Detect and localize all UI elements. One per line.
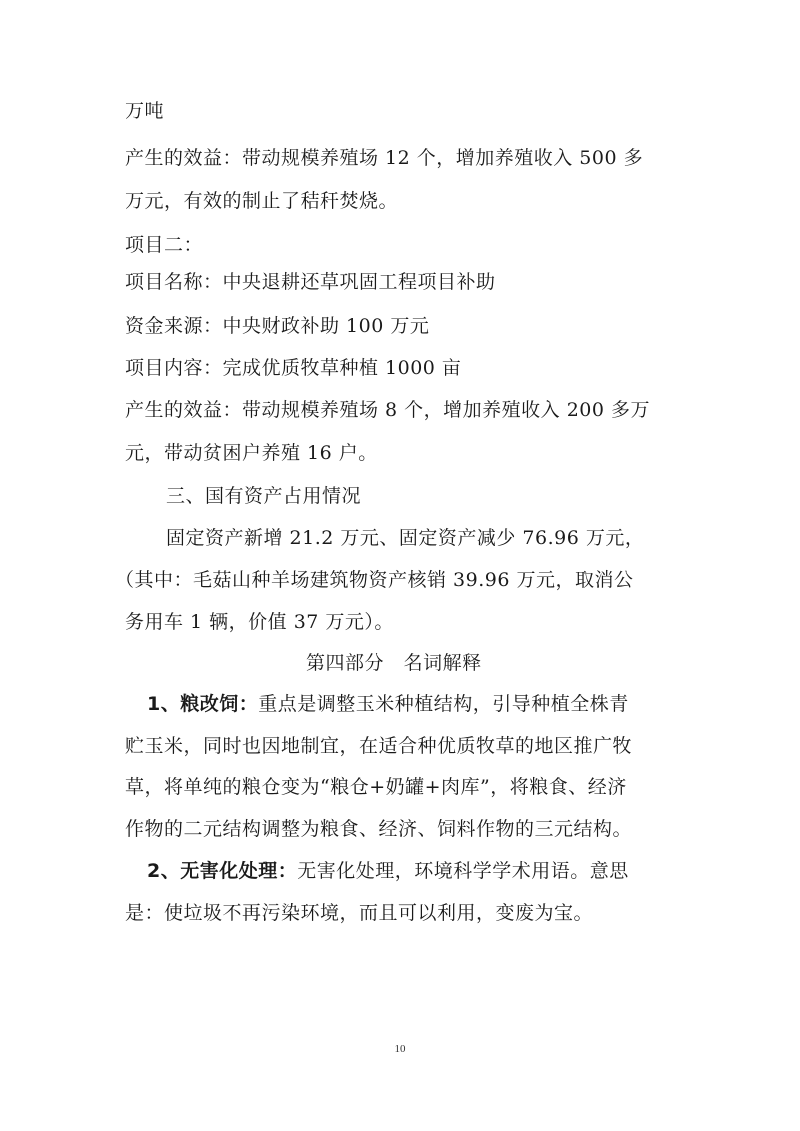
text-line — [147, 857, 629, 885]
page-number: 10 — [394, 1043, 406, 1055]
text-line: 产生的效益：带动规模养殖场 8 个，增加养殖收入 200 多万 — [125, 399, 651, 421]
text-line: 固定资产新增 21.2 万元、固定资产减少 76.96 万元， — [166, 527, 645, 549]
text-line: 元，带动贫困户养殖 16 户。 — [125, 442, 378, 464]
text-line: 项目名称：中央退耕还草巩固工程项目补助 — [125, 271, 496, 293]
text-line: 项目内容：完成优质牧草种植 1000 亩 — [125, 357, 462, 379]
text-line: 草，将单纯的粮仓变为“粮仓+奶罐+肉库”，将粮食、经济 — [125, 776, 627, 798]
term-label: 1、粮改饲： — [147, 693, 259, 715]
text-line: 务用车 1 辆，价值 37 万元）。 — [125, 611, 394, 633]
text-line — [147, 690, 629, 718]
text-line: 产生的效益：带动规模养殖场 12 个，增加养殖收入 500 多 — [125, 147, 644, 169]
text-line: 贮玉米，同时也因地制宜，在适合种优质牧草的地区推广牧 — [125, 735, 633, 757]
text-line: 项目二： — [125, 234, 204, 256]
section-heading: 三、国有资产占用情况 — [166, 485, 362, 507]
term-definition: 重点是调整玉米种植结构，引导种植全株青 — [258, 693, 629, 715]
part-heading: 第四部分 名词解释 — [306, 652, 482, 674]
term-label: 2、无害化处理： — [147, 860, 298, 882]
term-definition: 无害化处理，环境科学学术用语。意思 — [297, 860, 629, 882]
text-line: （其中：毛菇山种羊场建筑物资产核销 39.96 万元，取消公 — [115, 569, 634, 591]
text-line: 万元，有效的制止了秸秆焚烧。 — [125, 190, 399, 212]
text-line: 是：使垃圾不再污染环境，而且可以利用，变废为宝。 — [125, 902, 594, 924]
text-line: 资金来源：中央财政补助 100 万元 — [125, 315, 430, 337]
text-line: 万吨 — [125, 100, 165, 122]
text-line: 作物的二元结构调整为粮食、经济、饲料作物的三元结构。 — [125, 818, 633, 840]
